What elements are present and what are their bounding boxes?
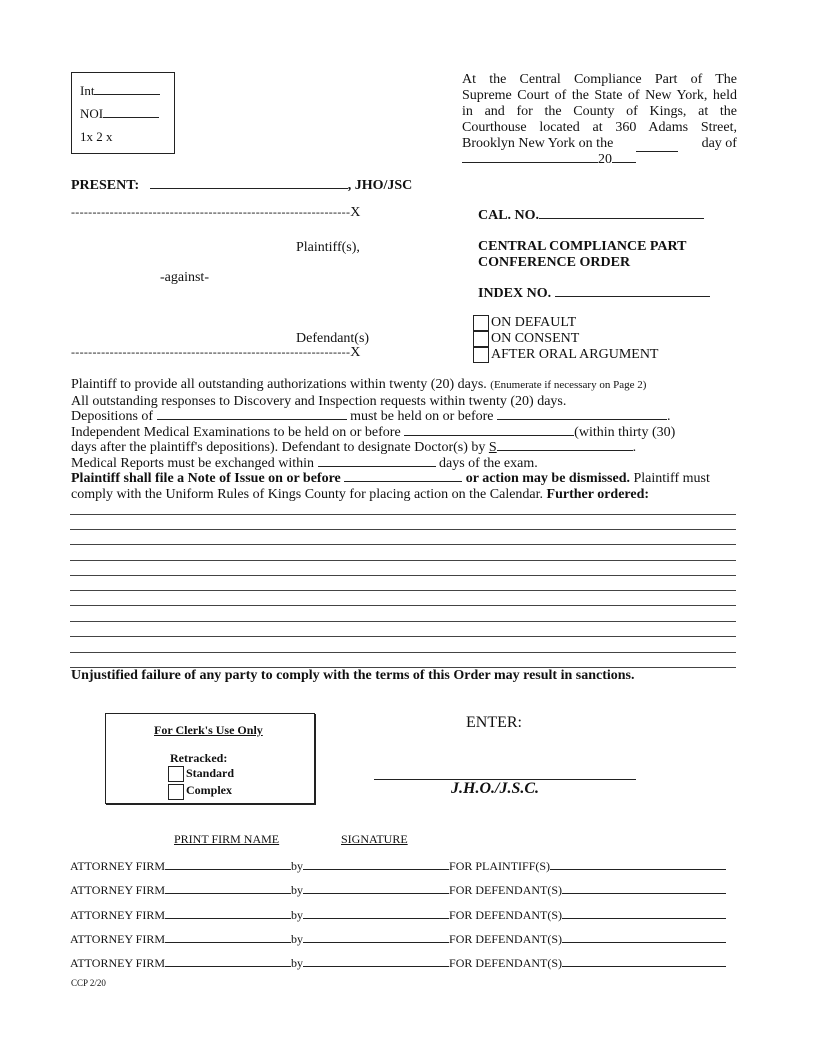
clerk-use-box xyxy=(105,713,315,804)
cal-no-field[interactable]: CAL. NO. xyxy=(478,208,704,224)
enter-label: ENTER: xyxy=(466,714,522,731)
deposition-date-field[interactable] xyxy=(497,419,667,420)
doctor-designation-date-field[interactable] xyxy=(497,450,633,451)
firm-name-field[interactable] xyxy=(165,907,291,919)
signature-field[interactable] xyxy=(303,931,449,943)
medical-reports-days-field[interactable] xyxy=(318,466,436,467)
checkbox-icon[interactable] xyxy=(168,784,184,800)
noi-field[interactable]: NOI xyxy=(80,106,159,122)
on-default-option[interactable]: ON DEFAULT xyxy=(473,315,659,331)
attorney-row: ATTORNEY FIRM by FOR DEFENDANT(S) xyxy=(70,882,726,898)
court-location: At the Central Compliance Part of The Supreme Court of the State of New York, held in and for the County of Kings, at the Courthouse located at 360 Adams Street, Brooklyn New York on the day of 20 xyxy=(462,72,737,167)
judge-label: J.H.O./J.S.C. xyxy=(451,780,540,797)
print-firm-name-header: PRINT FIRM NAME xyxy=(174,832,280,846)
form-title: CENTRAL COMPLIANCE PART CONFERENCE ORDER xyxy=(478,239,687,270)
plaintiff-label: Plaintiff(s), xyxy=(296,240,360,255)
order-text: Plaintiff to provide all outstanding authorizations within twenty (20) days. (Enumerate if necessary on Page 2) All outstanding responses to Discovery and Inspection requests within twenty (20) days. Depositions of must be held on or before . Independent Medical Examinations to be held on or before (within thirty (30) days after the plaintiff's depositions). Defendant to designate Doctor(s) by S . Medical Reports must be exchanged within days of the exam. Plaintiff shall file a Note of Issue on or before or action may be dismissed. Plaintiff must comply with the Uniform Rules of Kings County for placing action on the Calendar. Further ordered: xyxy=(71,377,710,502)
clerk-box-title: For Clerk's Use Only xyxy=(154,723,263,737)
stamp-box xyxy=(71,72,175,154)
form-code: CCP 2/20 xyxy=(71,978,106,988)
party-name-field[interactable] xyxy=(550,858,726,870)
attorney-row: ATTORNEY FIRM by FOR DEFENDANT(S) xyxy=(70,907,726,923)
checkbox-icon[interactable] xyxy=(473,331,489,347)
complex-option[interactable]: Complex xyxy=(168,782,234,799)
signature-header: SIGNATURE xyxy=(341,832,408,846)
disposition-options xyxy=(473,315,659,364)
party-name-field[interactable] xyxy=(562,955,726,967)
signature-field[interactable] xyxy=(303,907,449,919)
after-oral-argument-option[interactable]: AFTER ORAL ARGUMENT xyxy=(473,347,659,363)
checkbox-icon[interactable] xyxy=(473,347,489,363)
against-label: -against- xyxy=(160,270,209,285)
caption-top-rule: -----------------------------------------------------------------X xyxy=(71,205,361,220)
standard-option[interactable]: Standard xyxy=(168,765,234,782)
int-field[interactable]: Int xyxy=(80,83,160,99)
firm-name-field[interactable] xyxy=(165,955,291,967)
defendant-label: Defendant(s) xyxy=(296,331,370,346)
times-options[interactable]: 1x 2 x xyxy=(80,129,113,144)
firm-name-field[interactable] xyxy=(165,858,291,870)
firm-name-field[interactable] xyxy=(165,931,291,943)
party-name-field[interactable] xyxy=(562,882,726,894)
attorney-row: ATTORNEY FIRM by FOR DEFENDANT(S) xyxy=(70,931,726,947)
signature-field[interactable] xyxy=(303,858,449,870)
checkbox-icon[interactable] xyxy=(473,315,489,331)
checkbox-icon[interactable] xyxy=(168,766,184,782)
index-no-field[interactable]: INDEX NO. xyxy=(478,286,710,302)
signature-field[interactable] xyxy=(303,882,449,894)
party-name-field[interactable] xyxy=(562,931,726,943)
signature-field[interactable] xyxy=(303,955,449,967)
firm-name-field[interactable] xyxy=(165,882,291,894)
sanctions-warning: Unjustified failure of any party to comply with the terms of this Order may result in sanctions. xyxy=(71,668,635,683)
attorney-row: ATTORNEY FIRM by FOR DEFENDANT(S) xyxy=(70,955,726,971)
retracked-label: Retracked: xyxy=(170,751,228,765)
note-of-issue-date-field[interactable] xyxy=(344,481,462,482)
on-consent-option[interactable]: ON CONSENT xyxy=(473,331,659,347)
caption-bottom-rule: -----------------------------------------------------------------X xyxy=(71,345,361,360)
party-name-field[interactable] xyxy=(562,907,726,919)
deposition-parties-field[interactable] xyxy=(157,419,347,420)
ime-date-field[interactable] xyxy=(404,435,574,436)
present-line[interactable]: PRESENT: , JHO/JSC xyxy=(71,178,413,193)
attorney-row: ATTORNEY FIRM by FOR PLAINTIFF(S) xyxy=(70,858,726,874)
